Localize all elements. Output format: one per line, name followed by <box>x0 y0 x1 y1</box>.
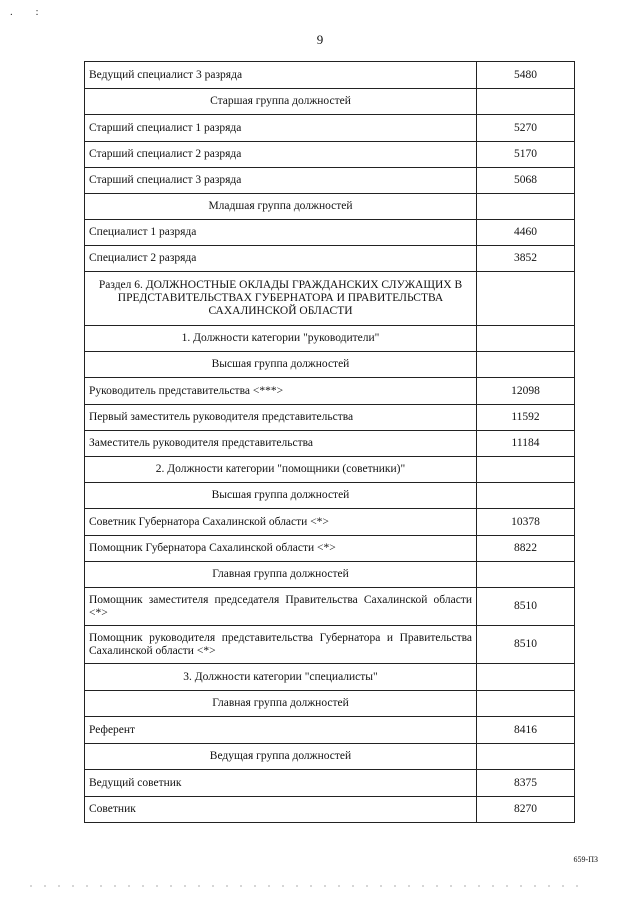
salary-value <box>477 326 575 352</box>
salary-value: 11184 <box>477 431 575 457</box>
salary-table <box>84 61 575 823</box>
category-heading: 2. Должности категории "помощники (советники)" <box>85 457 477 483</box>
salary-value: 5270 <box>477 115 575 142</box>
salary-value <box>477 457 575 483</box>
salary-value: 5170 <box>477 142 575 168</box>
group-heading: Главная группа должностей <box>85 691 477 717</box>
salary-value <box>477 352 575 378</box>
salary-value: 10378 <box>477 509 575 536</box>
position-name: Руководитель представительства <***> <box>85 378 477 405</box>
table-row <box>85 115 575 142</box>
table-row <box>85 378 575 405</box>
category-heading: 3. Должности категории "специалисты" <box>85 664 477 691</box>
position-name: Советник Губернатора Сахалинской области <*> <box>85 509 477 536</box>
table-row <box>85 562 575 588</box>
position-name: Первый заместитель руководителя представительства <box>85 405 477 431</box>
table-row <box>85 588 575 626</box>
salary-value: 3852 <box>477 246 575 272</box>
scan-noise-line <box>30 885 590 887</box>
position-name: Помощник руководителя представительства Губернатора и Правительства Сахалинской области <*> <box>85 626 477 664</box>
position-name: Специалист 2 разряда <box>85 246 477 272</box>
salary-value: 11592 <box>477 405 575 431</box>
group-heading: Высшая группа должностей <box>85 483 477 509</box>
group-heading: Главная группа должностей <box>85 562 477 588</box>
table-row <box>85 168 575 194</box>
document-code: 659-ПЗ <box>573 855 598 864</box>
table-row <box>85 220 575 246</box>
table-row <box>85 797 575 823</box>
section-heading: Раздел 6. ДОЛЖНОСТНЫЕ ОКЛАДЫ ГРАЖДАНСКИХ СЛУЖАЩИХ В ПРЕДСТАВИТЕЛЬСТВАХ ГУБЕРНАТОРА И ПРАВИТЕЛЬСТВА САХАЛИНСКОЙ ОБЛАСТИ <box>85 272 477 326</box>
table-row <box>85 431 575 457</box>
page-number: 9 <box>316 32 324 47</box>
position-name: Старший специалист 3 разряда <box>85 168 477 194</box>
salary-value <box>477 691 575 717</box>
salary-value <box>477 194 575 220</box>
salary-value <box>477 562 575 588</box>
position-name: Ведущий специалист 3 разряда <box>85 62 477 89</box>
table-row <box>85 691 575 717</box>
salary-value: 8375 <box>477 770 575 797</box>
salary-value <box>477 664 575 691</box>
table-row <box>85 194 575 220</box>
salary-value: 8416 <box>477 717 575 744</box>
position-name: Помощник заместителя председателя Правительства Сахалинской области <*> <box>85 588 477 626</box>
salary-value: 5068 <box>477 168 575 194</box>
group-heading: Младшая группа должностей <box>85 194 477 220</box>
scan-corner-marks: . : <box>10 6 49 18</box>
position-name: Ведущий советник <box>85 770 477 797</box>
table-row <box>85 62 575 89</box>
table-row <box>85 626 575 664</box>
group-heading: Высшая группа должностей <box>85 352 477 378</box>
salary-value: 8510 <box>477 626 575 664</box>
salary-value: 8510 <box>477 588 575 626</box>
table-row <box>85 89 575 115</box>
salary-value: 12098 <box>477 378 575 405</box>
table-row <box>85 457 575 483</box>
salary-value: 8822 <box>477 536 575 562</box>
table-row <box>85 142 575 168</box>
category-heading: 1. Должности категории "руководители" <box>85 326 477 352</box>
table-row <box>85 509 575 536</box>
table-row <box>85 272 575 326</box>
table-row <box>85 483 575 509</box>
salary-value: 5480 <box>477 62 575 89</box>
table-row <box>85 352 575 378</box>
salary-value <box>477 89 575 115</box>
table-row <box>85 770 575 797</box>
salary-value <box>477 744 575 770</box>
position-name: Помощник Губернатора Сахалинской области <*> <box>85 536 477 562</box>
table-row <box>85 246 575 272</box>
group-heading: Старшая группа должностей <box>85 89 477 115</box>
position-name: Советник <box>85 797 477 823</box>
salary-value: 4460 <box>477 220 575 246</box>
position-name: Старший специалист 2 разряда <box>85 142 477 168</box>
table-row <box>85 717 575 744</box>
table-row <box>85 405 575 431</box>
salary-value <box>477 272 575 326</box>
table-row <box>85 326 575 352</box>
group-heading: Ведущая группа должностей <box>85 744 477 770</box>
position-name: Заместитель руководителя представительства <box>85 431 477 457</box>
position-name: Старший специалист 1 разряда <box>85 115 477 142</box>
salary-value <box>477 483 575 509</box>
table-row <box>85 744 575 770</box>
position-name: Референт <box>85 717 477 744</box>
position-name: Специалист 1 разряда <box>85 220 477 246</box>
table-row <box>85 536 575 562</box>
salary-value: 8270 <box>477 797 575 823</box>
table-row <box>85 664 575 691</box>
